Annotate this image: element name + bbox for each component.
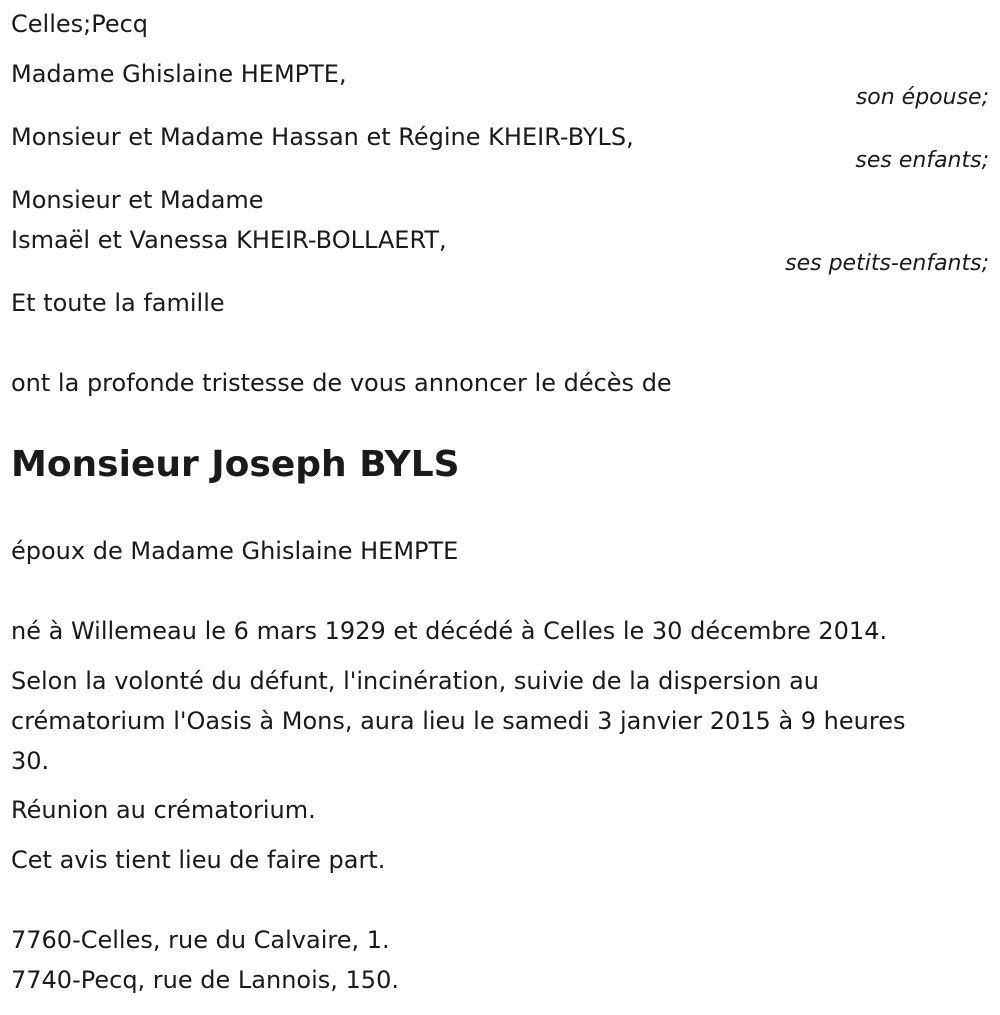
meeting-line: Réunion au crématorium.	[11, 796, 316, 824]
ceremony-line-3: 30.	[11, 747, 50, 775]
spouse-line: époux de Madame Ghislaine HEMPTE	[11, 537, 459, 565]
locality-header: Celles;Pecq	[11, 10, 149, 38]
family-member-others: Et toute la famille	[11, 289, 225, 317]
notice-line: Cet avis tient lieu de faire part.	[11, 846, 386, 874]
family-member-grandchildren-line2: Ismaël et Vanessa KHEIR-BOLLAERT,	[11, 226, 447, 254]
role-spouse: son épouse;	[855, 85, 989, 110]
ceremony-line-1: Selon la volonté du défunt, l'incinération, suivie de la dispersion au	[11, 667, 820, 695]
announcement-text: ont la profonde tristesse de vous annoncer le décès de	[11, 369, 672, 397]
role-children: ses enfants;	[855, 148, 989, 173]
address-pecq: 7740-Pecq, rue de Lannois, 150.	[11, 966, 399, 994]
ceremony-line-2: crématorium l'Oasis à Mons, aura lieu le samedi 3 janvier 2015 à 9 heures	[11, 707, 906, 735]
address-celles: 7760-Celles, rue du Calvaire, 1.	[11, 926, 390, 954]
family-member-children: Monsieur et Madame Hassan et Régine KHEIR-BYLS,	[11, 123, 634, 151]
family-member-grandchildren-line1: Monsieur et Madame	[11, 186, 264, 214]
role-grandchildren: ses petits-enfants;	[785, 251, 989, 276]
birth-death-line: né à Willemeau le 6 mars 1929 et décédé à Celles le 30 décembre 2014.	[11, 617, 888, 645]
deceased-name: Monsieur Joseph BYLS	[11, 444, 460, 485]
family-member-spouse: Madame Ghislaine HEMPTE,	[11, 60, 347, 88]
